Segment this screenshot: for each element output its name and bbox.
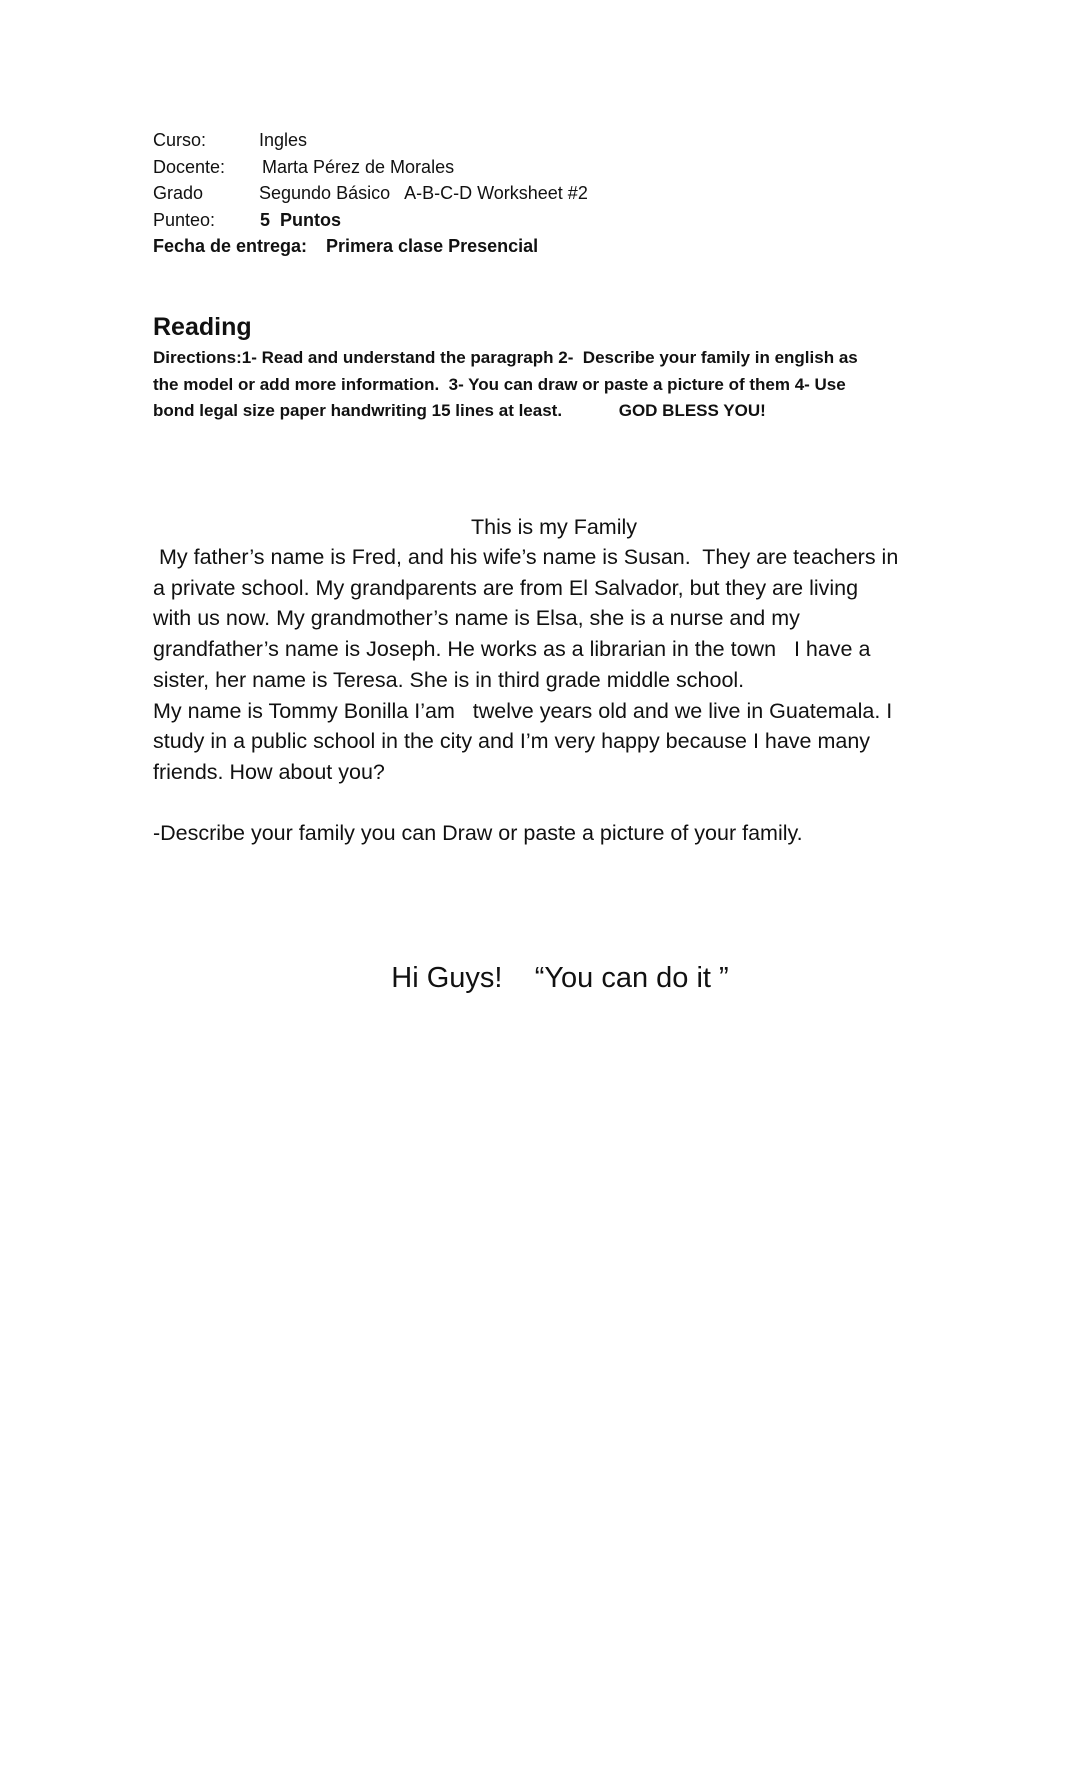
grado-row	[153, 180, 588, 207]
punteo-label: Punteo:	[153, 209, 216, 230]
punteo-row	[153, 207, 588, 234]
worksheet-header	[153, 127, 588, 260]
story-line: grandfather’s name is Joseph. He works as a librarian in the town I have a	[153, 637, 871, 662]
curso-label: Curso:	[153, 130, 207, 150]
story-line: My name is Tommy Bonilla I’am twelve years old and we live in Guatemala. I	[153, 698, 893, 723]
directions-line: the model or add more information. 3- You can draw or paste a picture of them 4- Use	[153, 374, 846, 394]
docente-label: Docente:	[153, 156, 226, 177]
describe-prompt: -Describe your family you can Draw or paste a picture of your family.	[153, 821, 803, 845]
story-title: This is my Family	[470, 515, 638, 539]
story-line: study in a public school in the city and I’m very happy because I have many	[153, 729, 871, 754]
story-line: friends. How about you?	[153, 759, 385, 784]
grado-label: Grado	[153, 183, 204, 203]
docente-value: Marta Pérez de Morales	[262, 156, 455, 177]
fecha-label: Fecha de entrega:	[153, 236, 308, 256]
directions-line: bond legal size paper handwriting 15 lines at least. GOD BLESS YOU!	[153, 401, 766, 420]
punteo-value: 5 Puntos	[260, 209, 342, 230]
story-paragraph	[153, 542, 973, 788]
directions-line: Directions:1- Read and understand the paragraph 2- Describe your family in english as	[153, 348, 858, 367]
story-line: a private school. My grandparents are from El Salvador, but they are living	[153, 575, 859, 600]
reading-title: Reading	[153, 313, 252, 341]
grado-value: Segundo Básico A-B-C-D Worksheet #2	[259, 183, 588, 203]
reading-directions	[153, 345, 963, 425]
closing-message: Hi Guys! “You can do it ”	[391, 962, 729, 994]
curso-value: Ingles	[259, 130, 308, 150]
story-line: My father’s name is Fred, and his wife’s name is Susan. They are teachers in	[153, 545, 899, 569]
story-line: with us now. My grandmother’s name is Elsa, she is a nurse and my	[153, 606, 800, 631]
curso-row	[153, 127, 588, 154]
docente-row	[153, 154, 588, 181]
story-line: sister, her name is Teresa. She is in third grade middle school.	[153, 667, 745, 692]
fecha-row	[153, 233, 588, 260]
fecha-value: Primera clase Presencial	[326, 236, 539, 256]
